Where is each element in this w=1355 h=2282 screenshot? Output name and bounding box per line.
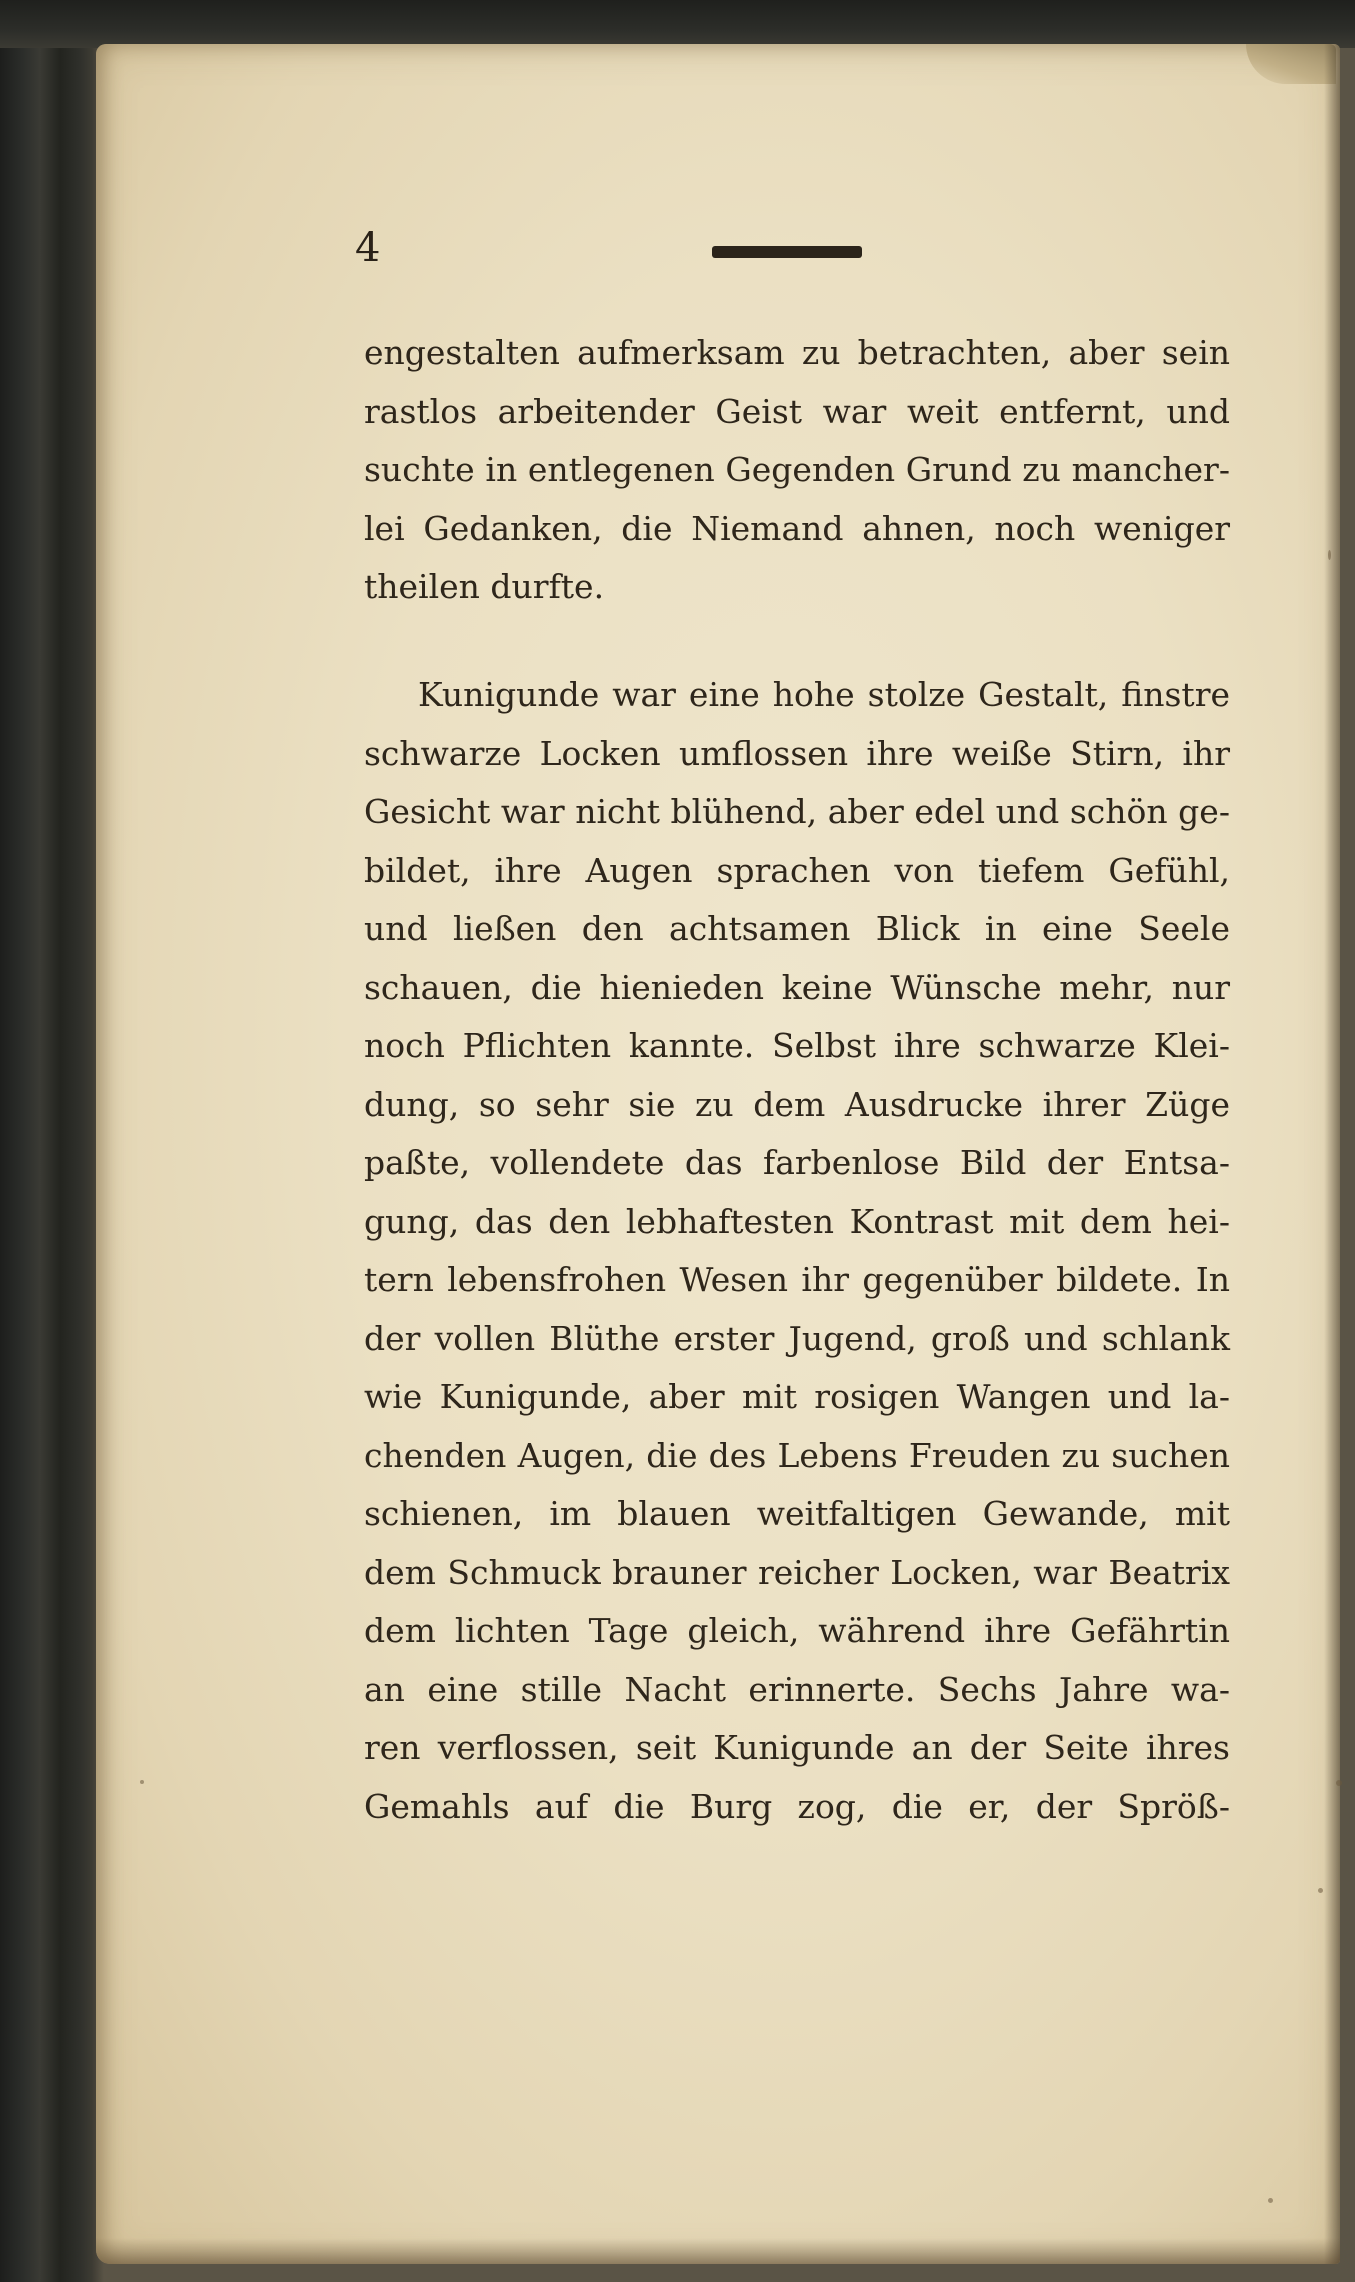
paper-speck: [1336, 1780, 1342, 1786]
paper-speck: [1268, 2198, 1273, 2203]
page-corner-wear: [1246, 44, 1336, 84]
text-line: paßte, vollendete das farbenlose Bild der Entsa-: [364, 1143, 1230, 1182]
text-line: schienen, im blauen weitfaltigen Gewande, mit: [364, 1494, 1230, 1533]
paragraph-2: [364, 666, 1230, 1836]
header-rule: [712, 246, 862, 258]
text-line: dem Schmuck brauner reicher Locken, war Beatrix: [364, 1552, 1230, 1592]
paper-speck: [140, 1780, 144, 1784]
text-line: theilen durfte.: [364, 567, 605, 606]
text-line: wie Kunigunde, aber mit rosigen Wangen und la-: [364, 1377, 1230, 1416]
paper-speck: [1328, 550, 1331, 560]
text-line: tern lebensfrohen Wesen ihr gegenüber bildete. In: [364, 1260, 1230, 1299]
text-line: Gesicht war nicht blühend, aber edel und schön ge-: [364, 792, 1230, 831]
text-line: dung, so sehr sie zu dem Ausdrucke ihrer Züge: [364, 1084, 1230, 1124]
text-line: dem lichten Tage gleich, während ihre Gefährtin: [364, 1611, 1230, 1650]
book-cover-edge: [0, 0, 1355, 48]
text-line: der vollen Blüthe erster Jugend, groß und schlank: [364, 1318, 1230, 1358]
text-line: Kunigunde war eine hohe stolze Gestalt, finstre: [418, 675, 1230, 714]
page-bottom-shadow: [96, 2238, 1340, 2264]
text-line: noch Pflichten kannte. Selbst ihre schwarze Klei-: [364, 1026, 1230, 1065]
text-line: ren verflossen, seit Kunigunde an der Seite ihres: [364, 1728, 1230, 1767]
paragraph-1: [364, 324, 1230, 617]
text-line: an eine stille Nacht erinnerte. Sechs Jahre wa-: [364, 1669, 1230, 1709]
text-line: und ließen den achtsamen Blick in eine Seele: [364, 909, 1230, 948]
text-line: gung, das den lebhaftesten Kontrast mit dem hei-: [364, 1201, 1230, 1241]
paper-speck: [1318, 1888, 1323, 1893]
text-line: suchte in entlegenen Gegenden Grund zu mancher-: [364, 450, 1230, 489]
text-line: engestalten aufmerksam zu betrachten, aber sein: [364, 333, 1230, 372]
text-line: lei Gedanken, die Niemand ahnen, noch weniger: [364, 508, 1230, 548]
page-number: 4: [355, 225, 381, 271]
text-line: schauen, die hienieden keine Wünsche mehr, nur: [364, 967, 1230, 1007]
text-line: Gemahls auf die Burg zog, die er, der Spröß-: [364, 1786, 1230, 1826]
text-line: rastlos arbeitender Geist war weit entfernt, und: [364, 391, 1230, 431]
text-line: chenden Augen, die des Lebens Freuden zu suchen: [364, 1435, 1230, 1475]
text-line: schwarze Locken umflossen ihre weiße Stirn, ihr: [364, 733, 1230, 773]
text-line: bildet, ihre Augen sprachen von tiefem Gefühl,: [364, 850, 1230, 890]
page-edge-shadow: [1324, 44, 1340, 2264]
